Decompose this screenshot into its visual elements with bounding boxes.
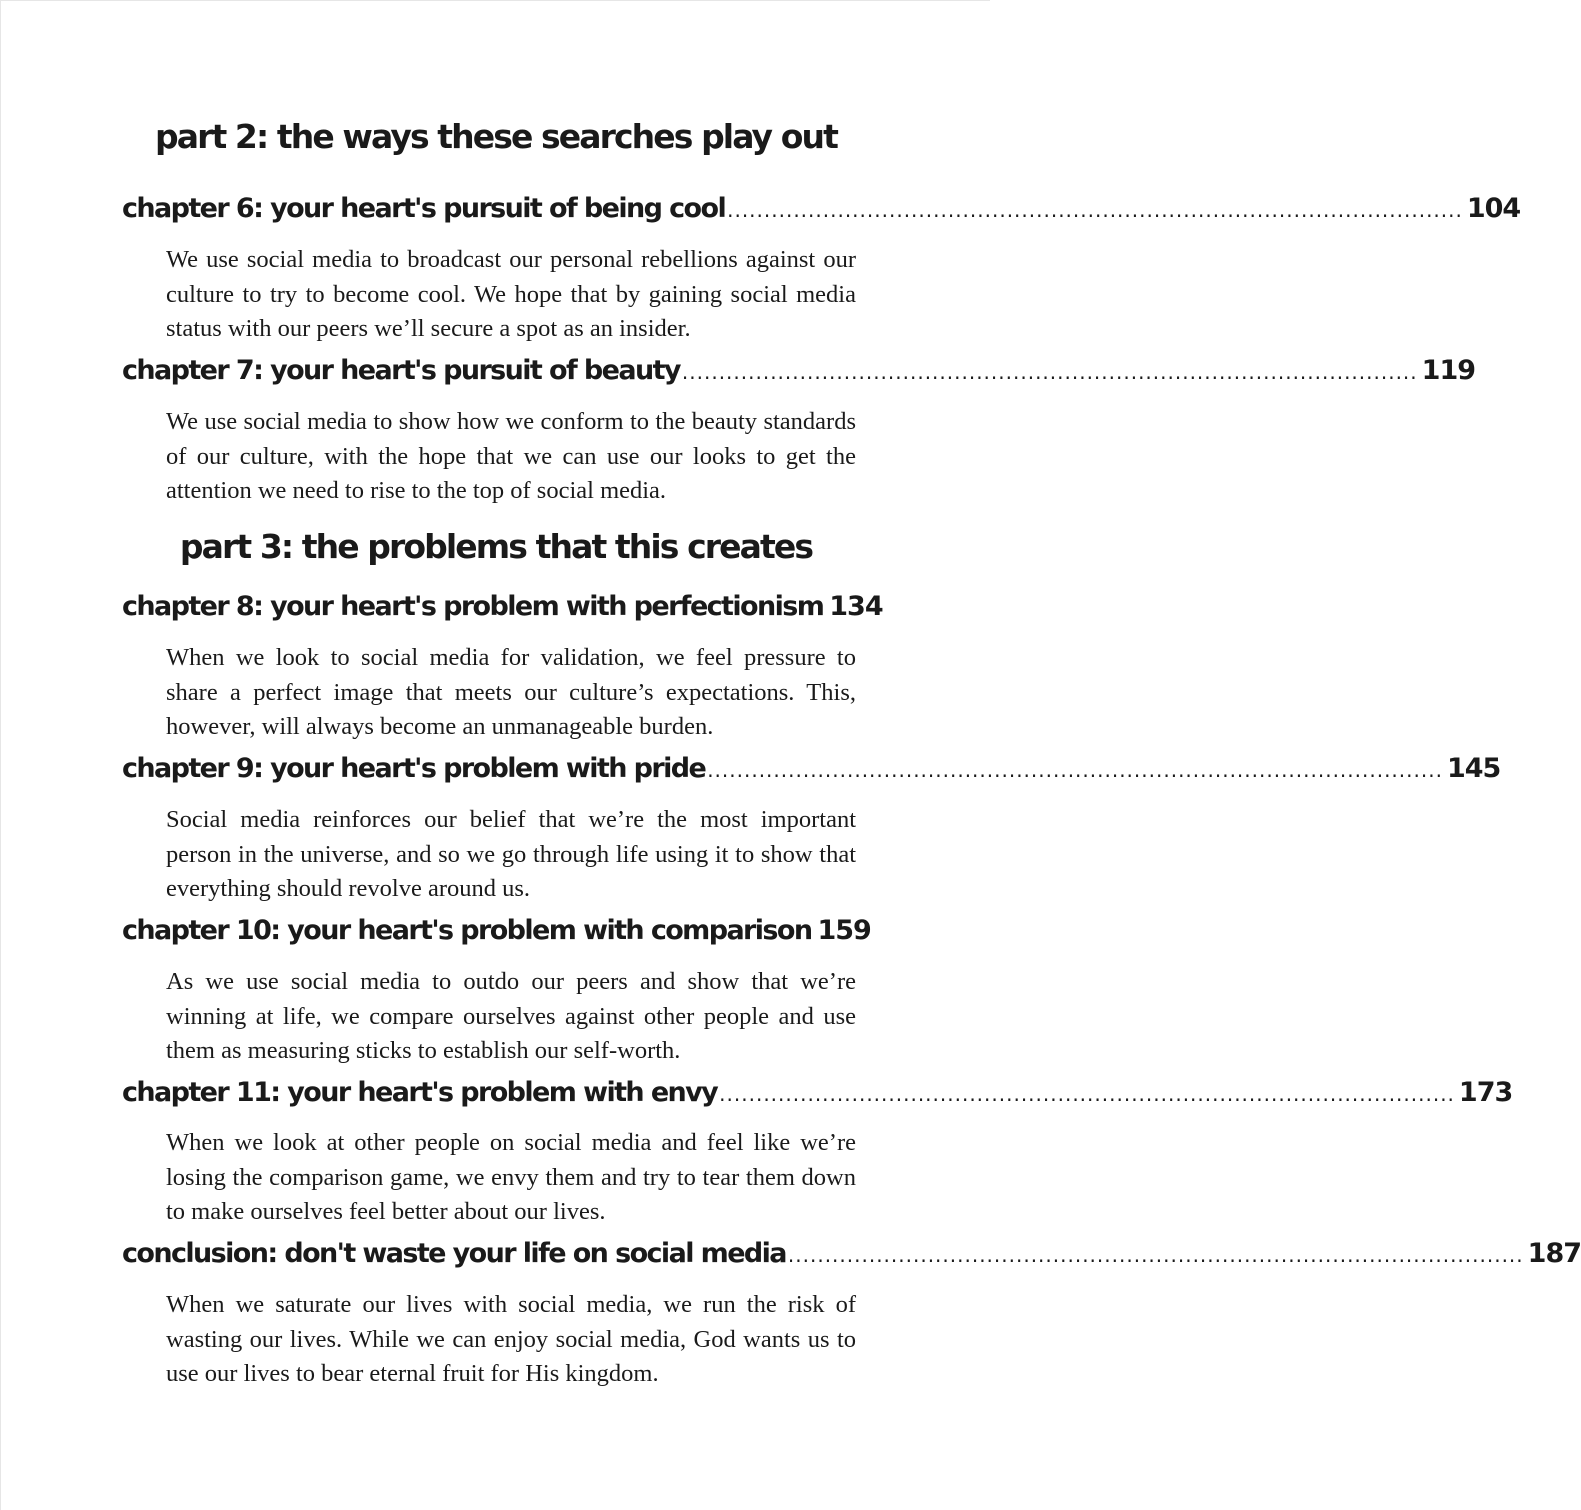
chapter-title: chapter 6: your heart's pursuit of being cool [122, 193, 726, 224]
part-2-heading: part 2: the ways these searches play out [154, 117, 838, 156]
chapter-summary: When we look at other people on social media and feel like we’re losing the comparison game, we envy them and try to tear them down to make ourselves feel better about our lives. [166, 1129, 856, 1225]
chapter-summary: When we look to social media for validation, we feel pressure to share a perfect image that meets our culture’s expectations. This, however, will always become an unmanageable burden. [166, 644, 856, 740]
dot-leader: .................................................................................................... [719, 1082, 1455, 1106]
chapter-title: chapter 10: your heart's problem with comparison [122, 915, 812, 946]
chapter-title: chapter 11: your heart's problem with envy [122, 1077, 718, 1108]
toc-entry-conclusion[interactable] [122, 1238, 1581, 1274]
chapter-summary: We use social media to show how we conform to the beauty standards of our culture, with the hope that we can use our looks to get the attention we need to rise to the top of social media. [166, 408, 856, 504]
part-3-heading: part 3: the problems that this creates [179, 527, 813, 566]
toc-entry-chapter-11[interactable] [122, 1077, 1513, 1113]
page-number: 134 [829, 591, 883, 622]
chapter-summary: As we use social media to outdo our peers and show that we’re winning at life, we compare ourselves against other people and use them as measuring sticks to establish our self-worth. [166, 968, 856, 1064]
page-number: 159 [817, 915, 871, 946]
toc-entry-chapter-6[interactable] [122, 193, 1521, 229]
dot-leader: .................................................................................................... [787, 1243, 1524, 1267]
page-number: 187 [1527, 1238, 1581, 1269]
toc-entry-chapter-8[interactable] [122, 591, 883, 627]
chapter-title: chapter 8: your heart's problem with perfectionism [122, 591, 824, 622]
chapter-title: chapter 7: your heart's pursuit of beauty [122, 355, 680, 386]
chapter-summary: When we saturate our lives with social media, we run the risk of wasting our lives. While we can enjoy social media, God wants us to use our lives to bear eternal fruit for His kingdom. [166, 1291, 856, 1387]
dot-leader: .................................................................................................... [707, 758, 1443, 782]
chapter-title: conclusion: don't waste your life on social media [122, 1238, 786, 1269]
toc-entry-chapter-10[interactable] [122, 915, 871, 951]
page-number: 119 [1421, 355, 1476, 386]
toc-entry-chapter-9[interactable] [122, 753, 1501, 789]
dot-leader: .................................................................................................... [681, 360, 1418, 384]
page-number: 104 [1466, 193, 1521, 224]
page-number: 145 [1446, 753, 1501, 784]
chapter-summary: Social media reinforces our belief that we’re the most important person in the universe, and so we go through life using it to show that everything should revolve around us. [166, 806, 856, 902]
toc-entry-chapter-7[interactable] [122, 355, 1476, 391]
dot-leader: .................................................................................................... [727, 198, 1463, 222]
chapter-title: chapter 9: your heart's problem with pride [122, 753, 706, 784]
page-number: 173 [1458, 1077, 1513, 1108]
chapter-summary: We use social media to broadcast our personal rebellions against our culture to try to become cool. We hope that by gaining social media status with our peers we’ll secure a spot as an insider. [166, 246, 856, 342]
